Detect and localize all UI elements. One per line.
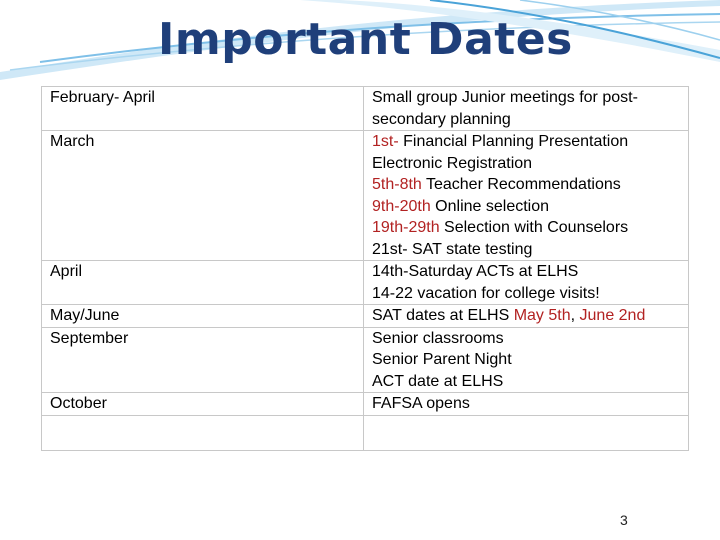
date-highlight: May 5th <box>513 307 571 324</box>
event-text: SAT dates at ELHS <box>372 307 514 324</box>
period-cell: October <box>42 393 364 416</box>
event-text: Online selection <box>430 197 550 215</box>
events-cell <box>364 305 689 328</box>
table-row <box>42 393 689 416</box>
event-line <box>372 196 680 218</box>
event-line <box>372 393 680 415</box>
event-text: Financial Planning Presentation <box>398 133 629 150</box>
event-line <box>372 328 680 350</box>
events-cell <box>364 131 689 261</box>
event-text: Senior classrooms <box>372 329 504 347</box>
event-text: Electronic Registration <box>372 154 533 172</box>
event-line <box>372 239 680 261</box>
date-highlight: 19th-29th <box>372 219 440 236</box>
table-row <box>42 305 689 328</box>
event-text: 21st- SAT state testing <box>372 240 533 258</box>
table-row <box>42 327 689 393</box>
events-cell <box>364 261 689 305</box>
empty-cell <box>364 415 689 450</box>
events-cell <box>364 393 689 416</box>
page-title: Important Dates <box>158 14 573 65</box>
event-text: secondary planning <box>372 110 511 128</box>
event-text: Selection with Counselors <box>439 219 629 236</box>
date-highlight: June 2nd <box>579 307 646 324</box>
period-cell: May/June <box>42 305 364 328</box>
event-text: ACT date at ELHS <box>372 372 504 390</box>
event-text: Teacher Recommendations <box>421 176 621 193</box>
event-text: , <box>570 307 580 324</box>
event-line <box>372 349 680 371</box>
event-line <box>372 153 680 175</box>
event-text: 14-22 vacation for college visits! <box>372 284 600 302</box>
table-row <box>42 131 689 261</box>
event-line <box>372 109 680 131</box>
event-text: Small group Junior meetings for post- <box>372 89 638 106</box>
event-line <box>372 305 680 327</box>
table-row <box>42 87 689 131</box>
period-cell: September <box>42 327 364 393</box>
table-row <box>42 261 689 305</box>
period-cell: April <box>42 261 364 305</box>
date-highlight: 9th-20th <box>372 197 431 215</box>
event-line <box>372 261 680 283</box>
period-cell: February- April <box>42 87 364 131</box>
event-line <box>372 371 680 393</box>
empty-cell <box>42 415 364 450</box>
events-cell <box>364 327 689 393</box>
event-line <box>372 283 680 305</box>
event-text: 14th-Saturday ACTs at ELHS <box>372 263 579 280</box>
page-number: 3 <box>620 512 628 528</box>
event-line <box>372 217 680 239</box>
event-line <box>372 87 680 109</box>
date-highlight: 1st- <box>372 133 399 150</box>
table-row-empty <box>42 415 689 450</box>
event-line <box>372 131 680 153</box>
event-line <box>372 174 680 196</box>
events-cell <box>364 87 689 131</box>
event-text: Senior Parent Night <box>372 351 512 368</box>
event-text: FAFSA opens <box>372 395 470 412</box>
date-highlight: 5th-8th <box>372 176 422 193</box>
period-cell: March <box>42 131 364 261</box>
important-dates-table <box>41 86 689 451</box>
